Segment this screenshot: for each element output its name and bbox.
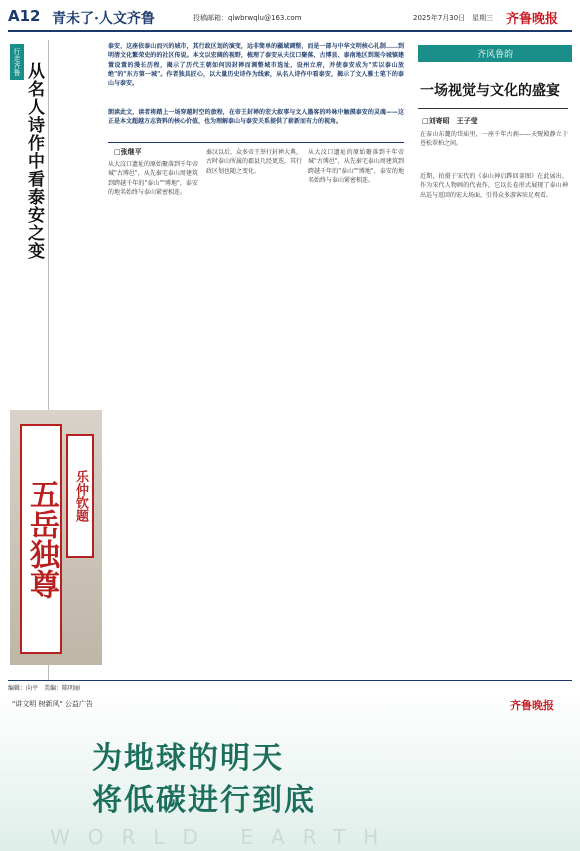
right-title-rule bbox=[418, 108, 568, 109]
right-body-2: 近期，拍摄于宋代的《泰山神启跸回銮图》在此展出，作为宋代人物画的代表作，它以长卷形式展现了泰山神出巡与返回的宏大场面，引得众多游客驻足观看。 bbox=[420, 173, 568, 199]
ad-watermark: WORLD EARTH bbox=[50, 825, 397, 849]
column-tag-left: 行走齐鲁 bbox=[10, 44, 24, 80]
column-tag-right: 齐风鲁韵 bbox=[418, 45, 572, 62]
body-column-3: 从大汶口遗址的原始聚落到千年帝城"古博邑"，从先秦宅泰山周建筑到跨越千年的"泰山""博地"，泰安的地名始终与泰山紧密相连。 bbox=[308, 149, 404, 184]
byline: □张继平 bbox=[114, 147, 142, 156]
footer-rule bbox=[8, 680, 572, 681]
ad-logo: 齐鲁晚报 bbox=[510, 699, 554, 712]
body-column-1: 从大汶口遗址的原始聚落到千年帝城"古博邑"，从先秦宅泰山周建筑到跨越千年的"泰山""博地"，泰安的地名始终与泰山紧密相连。 bbox=[108, 161, 198, 196]
issue-date: 2025年7月30日 星期三 bbox=[413, 14, 494, 22]
email-label: 投稿邮箱：qlwbrwqlu@163.com bbox=[193, 14, 302, 22]
ad-tagline: "讲文明 树新风" 公益广告 bbox=[12, 700, 93, 708]
intro-rule bbox=[108, 142, 404, 143]
intro-paragraph: 泰安，这座依泰山而兴的城市，其行政区划的演变，远非简单的疆域调整，而是一部与中华文明核心礼制……到明清文化繁荣史的的社区传说。本文以宏阔的视野，梳理了泰安从夫汶口聚落、古博县、泰南地区到现今城镇建置设置的漫长历程，揭示了历代王朝如何因封禅而调整城市选址，设州立府，并使泰安成为"实以泰山放绝"的"东方第一城"。作者独具匠心，以大量历史诗作为线索，从名人诗作中看泰安，揭示了文人雅士笔下的泰山与泰安。 bbox=[108, 43, 404, 88]
intro-paragraph-2: 朗读此文，读者将踏上一场穿越时空的旅程，在帝王封禅的宏大叙事与文人墨客的吟咏中触摸泰安的灵魂——这正是本文超越方志资料的核心价值，也为理解泰山与泰安关系提供了崭新而有力的视角。 bbox=[108, 109, 404, 126]
page-number: A12 bbox=[8, 7, 41, 25]
seal-photo bbox=[10, 410, 102, 665]
public-service-ad bbox=[0, 683, 580, 851]
main-title: 从名人诗作中看泰安之变 bbox=[24, 62, 44, 260]
seal-main-text: 五岳独尊 bbox=[20, 424, 62, 654]
ad-headline-2: 将低碳进行到底 bbox=[92, 783, 316, 818]
right-body-1: 在泰山东麓的岱庙里，一座千年古刹——天贶殿静立于苍松翠柏之间。 bbox=[420, 131, 568, 148]
page-header bbox=[8, 6, 572, 32]
right-title: 一场视觉与文化的盛宴 bbox=[420, 83, 560, 99]
section-title: 青未了·人文齐鲁 bbox=[52, 11, 155, 27]
editors-credit: 编辑：向平 美编：陈明丽 bbox=[8, 685, 81, 692]
header-rule bbox=[8, 30, 572, 32]
ad-headline-1: 为地球的明天 bbox=[92, 741, 284, 776]
body-column-2: 秦汉以后，众多帝王举行封禅大典，古时泰山所属的郡县几经更迭，其行政区划也随之变化。 bbox=[206, 149, 302, 175]
seal-sub-text: 乐仲钦题 bbox=[66, 434, 94, 558]
newspaper-logo: 齐鲁晚报 bbox=[506, 12, 559, 27]
right-byline: □刘寄昭 王子莹 bbox=[422, 116, 478, 125]
